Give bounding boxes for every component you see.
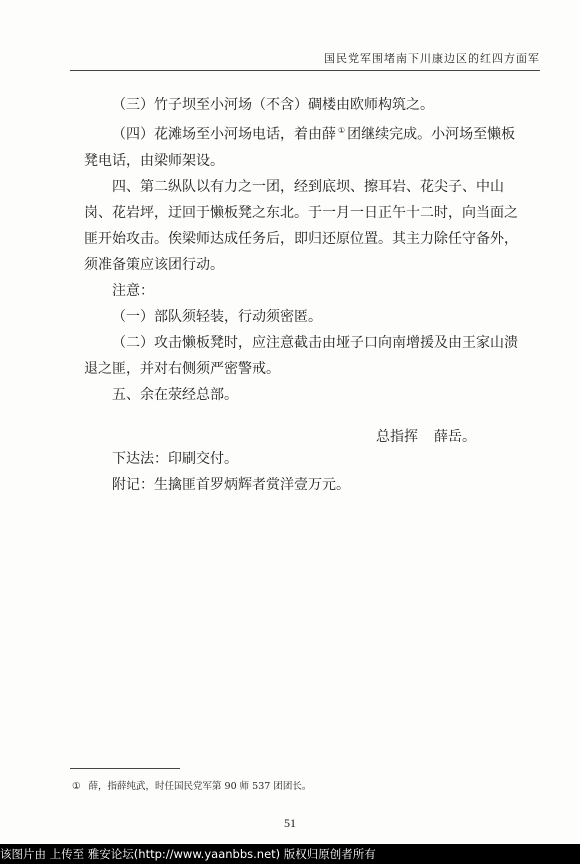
paragraph: （三）竹子坝至小河场（不含）碉楼由欧师构筑之。 [112, 97, 434, 113]
header-rule [70, 70, 540, 71]
footnote [72, 778, 311, 792]
paragraph-part: 团继续完成。小河场至懒板凳电话，由梁师架设。 [84, 126, 516, 169]
paragraph [84, 118, 524, 174]
running-head: 国民党军围堵南下川康边区的红四方面军 [324, 52, 540, 65]
paragraph-part: （四）花滩场至小河场电话，着由薛 [112, 126, 336, 143]
paragraph: 附记：生擒匪首罗炳辉者赏洋壹万元。 [112, 477, 350, 493]
footnote-mark: ① [72, 781, 81, 792]
closing-notes [84, 446, 524, 498]
signature-title: 总指挥 [376, 429, 418, 445]
paragraph: 下达法：印刷交付。 [112, 451, 238, 467]
page-number: 51 [284, 816, 296, 830]
paragraph: 五、余在荥经总部。 [112, 386, 238, 403]
footnote-marker[interactable]: ① [338, 126, 346, 135]
footnote-rule [70, 768, 180, 769]
signature [360, 426, 476, 446]
paragraph: 四、第二纵队以有力之一团，经到底坝、擦耳岩、花尖子、中山岗、花岩坪，迂回于懒板凳之东北。于一月一日正午十二时，向当面之匪开始攻击。俟梁师达成任务后，即归还原位置。其主力除任守备外，须准备策应该团行动。 [84, 178, 518, 273]
paragraph: （二）攻击懒板凳时，应注意截击由垭子口向南增援及由王家山溃退之匪，并对右侧须严密警戒。 [84, 334, 518, 377]
body-text [84, 92, 524, 408]
paragraph: 注意： [112, 282, 154, 299]
watermark-bar: 该图片由 上传至 雅安论坛(http://www.yaanbbs.net) 版权归原创者所有 [0, 844, 580, 864]
footnote-text: 薛，指薛纯武，时任国民党军第 90 师 537 团团长。 [88, 781, 312, 792]
signature-name: 薛岳。 [434, 429, 476, 445]
paragraph: （一）部队须轻装，行动须密匿。 [112, 308, 322, 325]
